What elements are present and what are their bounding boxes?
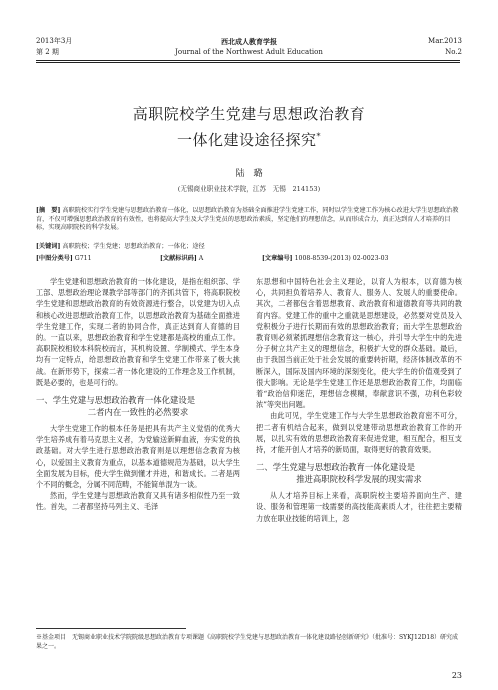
journal-title-cn: 西北成人教育学报 [221,37,277,46]
header-rule [36,60,460,61]
clc-value: G711 [74,255,92,262]
footnote-rule [36,628,186,629]
header-date: 2013年3月 [36,37,73,45]
right-paragraph-2: 由此可见，学生党建工作与大学生思想政治教育密不可分，把二者有机结合起来，做到以党建带动思想政治教育工作的开展，以扎实有效的思想政治教育来促进党建，相互配合，相互支持，才能开创人才培养的新局面，取得更好的教育效果。 [256,411,462,455]
doc-code-value: A [198,255,204,262]
abstract [36,207,462,233]
abstract-text: 高职院校实行学生党建与思想政治教育一体化，以思想政治教育为基础全面推进学生党建工作，同时以学生党建工作为核心改进大学生思想政治教育，不仅可增强思想政治教育的有效性，也将提高大学生及大学生党员的思想政治素质，坚定他们的理想信念，从而形成合力，真正达到育人才培养的目标，实现高职院校的科学发展。 [36,207,459,232]
article-title-line2-text: 一体化建设途径探究 [176,131,317,149]
section-2-heading-line1: 二、学生党建与思想政治教育一体化建设是 [256,462,416,473]
right-paragraph-3: 从人才培养目标上来看，高职院校主要培养面向生产、建设、服务和管理第一线需要的高技能高素质人才，往往把主要精力放在职业技能的培训上，忽 [256,491,462,523]
author-name: 陆 璐 [235,169,263,179]
keywords-text: 高职院校；学生党建；思想政治教育；一体化；途径 [62,243,205,250]
article-id-label: [文章编号] [262,255,293,262]
left-paragraph-3: 然而，学生党建与思想政治教育又具有诸多相似性乃至一致性。首先，二者都坚持马列主义、毛泽 [36,491,240,512]
abstract-label: [摘 要] [36,207,61,214]
journal-title-en: Journal of the Northwest Adult Education [175,48,323,56]
header-issue: 第 2 期 [36,48,59,56]
section-2-heading-line2: 推进高职院校科学发展的现实需求 [296,474,422,485]
article-title-line1: 高职院校学生党建与思想政治教育 [132,105,366,123]
header-rule-secondary [36,62,460,63]
header-number-en: No.2 [445,48,462,56]
author-affiliation: (无锡商业职业技术学院，江苏 无锡 214153) [177,185,321,193]
title-footnote-mark: * [316,132,321,141]
page-number: 23 [451,671,462,680]
article-title-line2 [0,127,498,150]
article-id [262,255,388,264]
keywords-label: [关键词] [36,243,61,250]
section-1-heading [36,394,240,418]
footnote: ※基金项目 无锡商业职业技术学院院级思想政治教育专项课题《高职院校学生党建与思想政治教育一体化建设路径创新研究》（批准号：SYKJ12D18）研究成果之一。 [36,634,459,650]
section-1-heading-line2: 二者内在一致性的必然要求 [87,407,189,418]
right-column [256,276,462,524]
section-2-heading [256,461,462,485]
clc-code [36,255,92,264]
doc-code-label: [文献标识码] [160,255,197,262]
left-column [36,276,240,513]
clc-label: [中图分类号] [36,255,73,262]
header-month-en: Mar.2013 [428,37,462,45]
section-1-heading-line1: 一、学生党建与思想政治教育一体化建设是 [36,395,196,406]
document-code [160,255,203,264]
right-paragraph-1: 东思想和中国特色社会主义理论，以育人为根本，以育德为核心，共同担负着培养人、教育人、服务人、发展人的重要使命。其次，二者都包含着思想教育、政治教育和道德教育等共同的教育内容。党建工作的重中之重就是思想建设，必然要对党员及入党积极分子进行长期而有效的思想政治教育；而大学生思想政治教育则必须紧抓理想信念教育这一核心，并引导大学生中的先进分子树立共产主义的理想信念，积极扩大党的群众基础。最后，由于我国当前正处于社会发展的重要转折期，经济体制改革的不断深入，国际及国内环境的深刻变化，使大学生的价值观受到了很大影响。无论是学生党建工作还是思想政治教育工作，均面临着“政治信仰迷茫，理想信念模糊，奉献意识不强，功利色彩较浓”等突出问题。 [256,277,462,410]
keywords [36,243,462,252]
article-id-value: 1008-8539-(2013) 02-0023-03 [294,255,389,262]
left-paragraph-2: 大学生党建工作的根本任务是把具有共产主义觉悟的优秀大学生培养成有着马克思主义者，为党输送新鲜血液，夯实党的执政基础。对大学生进行思想政治教育则是以理想信念教育为核心，以爱国主义教育为重点，以基本道德规范为基础，以大学生全面发展为目标，使大学生做到懂才并进，和谐成长。二者是两个不同的概念，分属不同范畴，不能简单混为一谈。 [36,424,240,490]
left-paragraph-1: 学生党建和思想政治教育的一体化建设，是指在组织部、学工部、思想政治理论课教学部等部门的齐抓共管下，将高职院校学生党建和思想政治教育的有效资源进行整合，以党建为切入点和核心改进思想政治教育工作，以思想政治教育为基础全面推进学生党建工作，实现二者的协同合作，真正达到育人育德的目的。一直以来，思想政治教育和学生党建都是高校的重点工作。高职院校相较本科院校而言，其机构设置、学制模式、学生本身均有一定特点，给思想政治教育和学生党建工作带来了极大挑战。在新形势下，探索二者一体化建设的工作理念及工作机制，既是必要的，也是可行的。 [36,277,240,387]
